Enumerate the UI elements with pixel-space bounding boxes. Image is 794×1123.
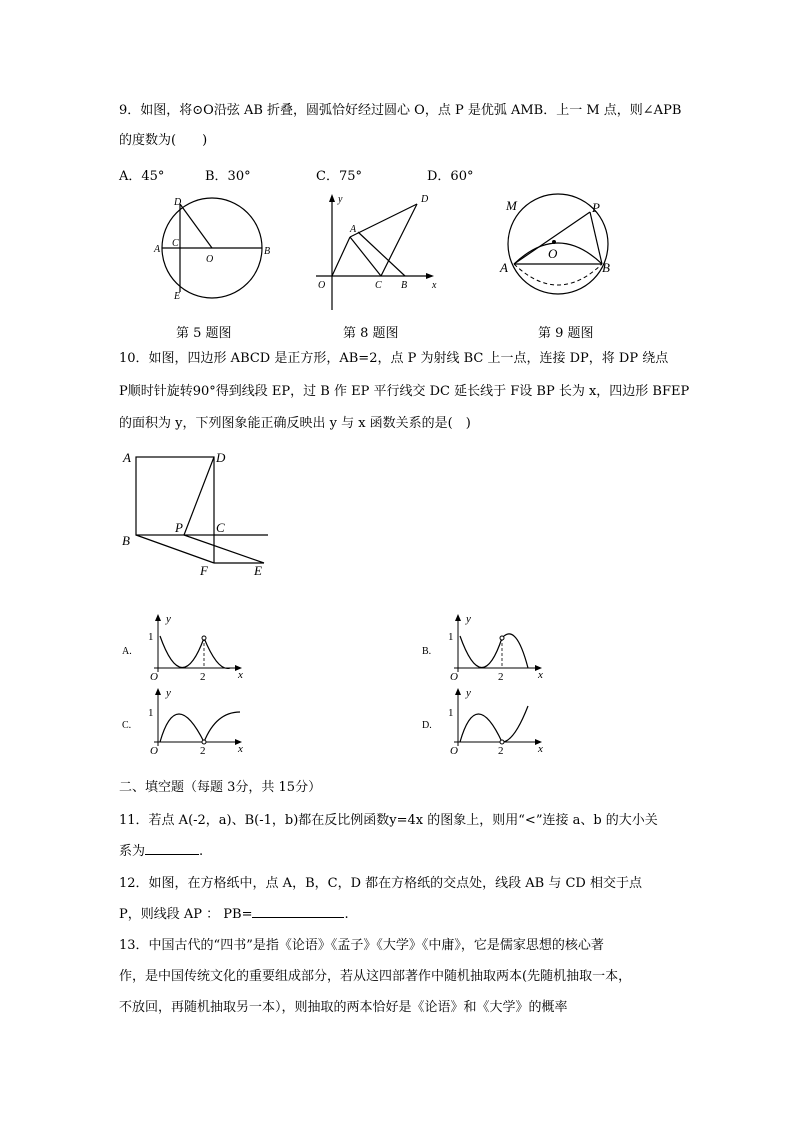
graph-c-option-label: C. xyxy=(122,720,132,731)
graph-c-origin: O xyxy=(150,745,158,757)
sq-label-e: E xyxy=(254,563,262,578)
graph-option-b xyxy=(418,612,553,684)
graph-b-origin: O xyxy=(450,671,458,683)
q10-line2: P顺时针旋转90°得到线段 EP，过 B 作 EP 平行线交 DC 延长线于 F设 BP 长为 x，四边形 BFEP xyxy=(119,384,690,399)
fig8-label-b: B xyxy=(401,280,408,291)
segment-dp xyxy=(184,457,214,535)
q11-line1: 11．若点 A(-2，a)、B(-1，b)都在反比例函数y=4x 的图象上，则用“<”连接 a、b 的大小关 xyxy=(119,813,658,828)
graph-d-curve-left xyxy=(460,714,502,742)
sq-label-p: P xyxy=(175,520,183,535)
graph-a-curve-left xyxy=(160,636,204,668)
fig8-label-d: D xyxy=(421,194,429,205)
q9-line1: 9．如图，将⊙O沿弦 AB 折叠，圆弧恰好经过圆心 O，点 P 是优弧 AMB．上一 M 点，则∠APB xyxy=(119,103,682,118)
fig8-label-a: A xyxy=(350,224,357,235)
graph-b-y-label: y xyxy=(466,613,471,625)
fig5-label-a: A xyxy=(154,244,161,255)
fig9-folded-arc xyxy=(514,243,602,264)
graph-a-y-label: y xyxy=(166,613,171,625)
q12-answer-blank[interactable] xyxy=(252,917,344,918)
graph-a-open-point xyxy=(202,636,206,640)
fig9-original-arc xyxy=(514,264,602,285)
fig9-label-b: B xyxy=(602,260,610,275)
q9-option-c: C．75° xyxy=(316,169,362,184)
graph-b-tick-1: 1 xyxy=(448,631,454,643)
q11-line2-text: 系为 xyxy=(119,844,146,859)
q10-square-figure xyxy=(118,445,278,580)
fig8-label-y: y xyxy=(338,194,343,205)
q9-option-d: D．60° xyxy=(427,169,474,184)
graph-d-x-label: x xyxy=(538,743,543,755)
q9-option-a: A．45° xyxy=(119,169,165,184)
q10-line3: 的面积为 y，下列图象能正确反映出 y 与 x 函数关系的是( ) xyxy=(119,416,471,431)
q11-line2: 系为 . xyxy=(119,844,204,859)
graph-a-y-arrow xyxy=(155,614,161,621)
graph-c-curve-right xyxy=(204,712,240,742)
fig8-x-arrow xyxy=(426,273,434,279)
figure-9 xyxy=(496,192,626,297)
graph-a-option-label: A. xyxy=(122,646,132,657)
sq-label-a: A xyxy=(123,450,131,465)
fig9-label-p: P xyxy=(592,200,600,215)
q12-line2-text: P，则线段 AP ： PB= xyxy=(119,907,253,922)
q9-option-b: B．30° xyxy=(205,169,251,184)
fig9-caption: 第 9 题图 xyxy=(538,326,594,341)
sq-label-c: C xyxy=(216,520,225,535)
graph-c-tick-2: 2 xyxy=(200,745,206,757)
q13-line1: 13．中国古代的“四书”是指《论语》《孟子》《大学》《中庸》，它是儒家思想的核心著 xyxy=(119,938,604,953)
sq-label-b: B xyxy=(122,533,130,548)
q10-line1: 10．如图，四边形 ABCD 是正方形，AB=2，点 P 为射线 BC 上一点，连接 DP，将 DP 绕点 xyxy=(119,351,669,366)
fig5-label-d: D xyxy=(174,197,182,208)
q13-line3: 不放回，再随机抽取另一本），则抽取的两本恰好是《论语》和《大学》的概率 xyxy=(119,1000,568,1015)
graph-a-curve-right xyxy=(204,638,230,668)
graph-c-x-label: x xyxy=(238,743,243,755)
graph-d-tick-2: 2 xyxy=(498,745,504,757)
graph-a-tick-1: 1 xyxy=(148,631,154,643)
graph-b-option-label: B. xyxy=(422,646,432,657)
graph-b-tick-2: 2 xyxy=(498,671,504,683)
graph-c-y-arrow xyxy=(155,688,161,695)
fig9-label-o: O xyxy=(548,246,558,261)
segment-bf xyxy=(136,535,214,563)
fig5-label-e: E xyxy=(174,291,181,302)
fig8-label-o: O xyxy=(318,280,326,291)
q9-line2: 的度数为( ) xyxy=(119,133,208,148)
graph-d-curve-right xyxy=(502,706,528,742)
graph-c-curve-left xyxy=(160,714,204,742)
sq-label-d: D xyxy=(216,450,226,465)
graph-c-open-point xyxy=(202,740,206,744)
fig8-line-ao xyxy=(332,237,350,276)
fig8-y-arrow xyxy=(329,194,335,202)
graph-a-tick-2: 2 xyxy=(200,671,206,683)
fig8-caption: 第 8 题图 xyxy=(343,326,399,341)
graph-option-a xyxy=(118,612,253,684)
graph-b-y-arrow xyxy=(455,614,461,621)
fig8-line-dc xyxy=(381,204,417,276)
fig5-caption: 第 5 题图 xyxy=(176,326,232,341)
graph-d-origin: O xyxy=(450,745,458,757)
fig5-label-o: O xyxy=(206,254,214,265)
fig9-center-dot xyxy=(552,240,556,244)
graph-b-x-label: x xyxy=(538,669,543,681)
fig9-line-pb xyxy=(590,212,602,264)
fig5-label-c: C xyxy=(172,238,179,249)
graph-d-tick-1: 1 xyxy=(448,707,454,719)
graph-d-y-arrow xyxy=(455,688,461,695)
graph-d-option-label: D. xyxy=(422,720,432,731)
q13-line2: 作，是中国传统文化的重要组成部分，若从这四部著作中随机抽取两本(先随机抽取一本， xyxy=(119,969,632,984)
figure-5 xyxy=(150,192,280,310)
fig5-label-b: B xyxy=(264,246,271,257)
graph-d-y-label: y xyxy=(466,687,471,699)
segment-pe xyxy=(184,535,264,563)
fig8-line-ad xyxy=(350,204,417,237)
graph-c-tick-1: 1 xyxy=(148,707,154,719)
fig8-label-x: x xyxy=(432,280,437,291)
fig9-label-m: M xyxy=(506,198,517,213)
fig8-line-ac xyxy=(350,237,381,276)
graph-a-origin: O xyxy=(150,671,158,683)
graph-b-curve-left xyxy=(460,636,502,668)
fig9-label-a: A xyxy=(500,260,508,275)
graph-option-d xyxy=(418,686,553,758)
graph-b-curve-right xyxy=(502,634,528,668)
figure-8 xyxy=(312,190,442,315)
graph-option-c xyxy=(118,686,253,758)
graph-c-y-label: y xyxy=(166,687,171,699)
q12-line2: P，则线段 AP ： PB= . xyxy=(119,907,349,922)
fig8-line-ab xyxy=(358,232,405,276)
q11-answer-blank[interactable] xyxy=(145,854,199,855)
graph-a-x-label: x xyxy=(238,669,243,681)
graph-b-open-point xyxy=(500,636,504,640)
fig5-radius-od xyxy=(180,204,212,248)
sq-label-f: F xyxy=(200,563,208,578)
q12-line1: 12．如图，在方格纸中，点 A，B，C，D 都在方格纸的交点处，线段 AB 与 CD 相交于点 xyxy=(119,876,642,891)
graph-d-open-point xyxy=(500,740,504,744)
fig8-label-c: C xyxy=(375,280,382,291)
section2-title: 二、填空题（每题 3分，共 15分） xyxy=(119,780,322,795)
